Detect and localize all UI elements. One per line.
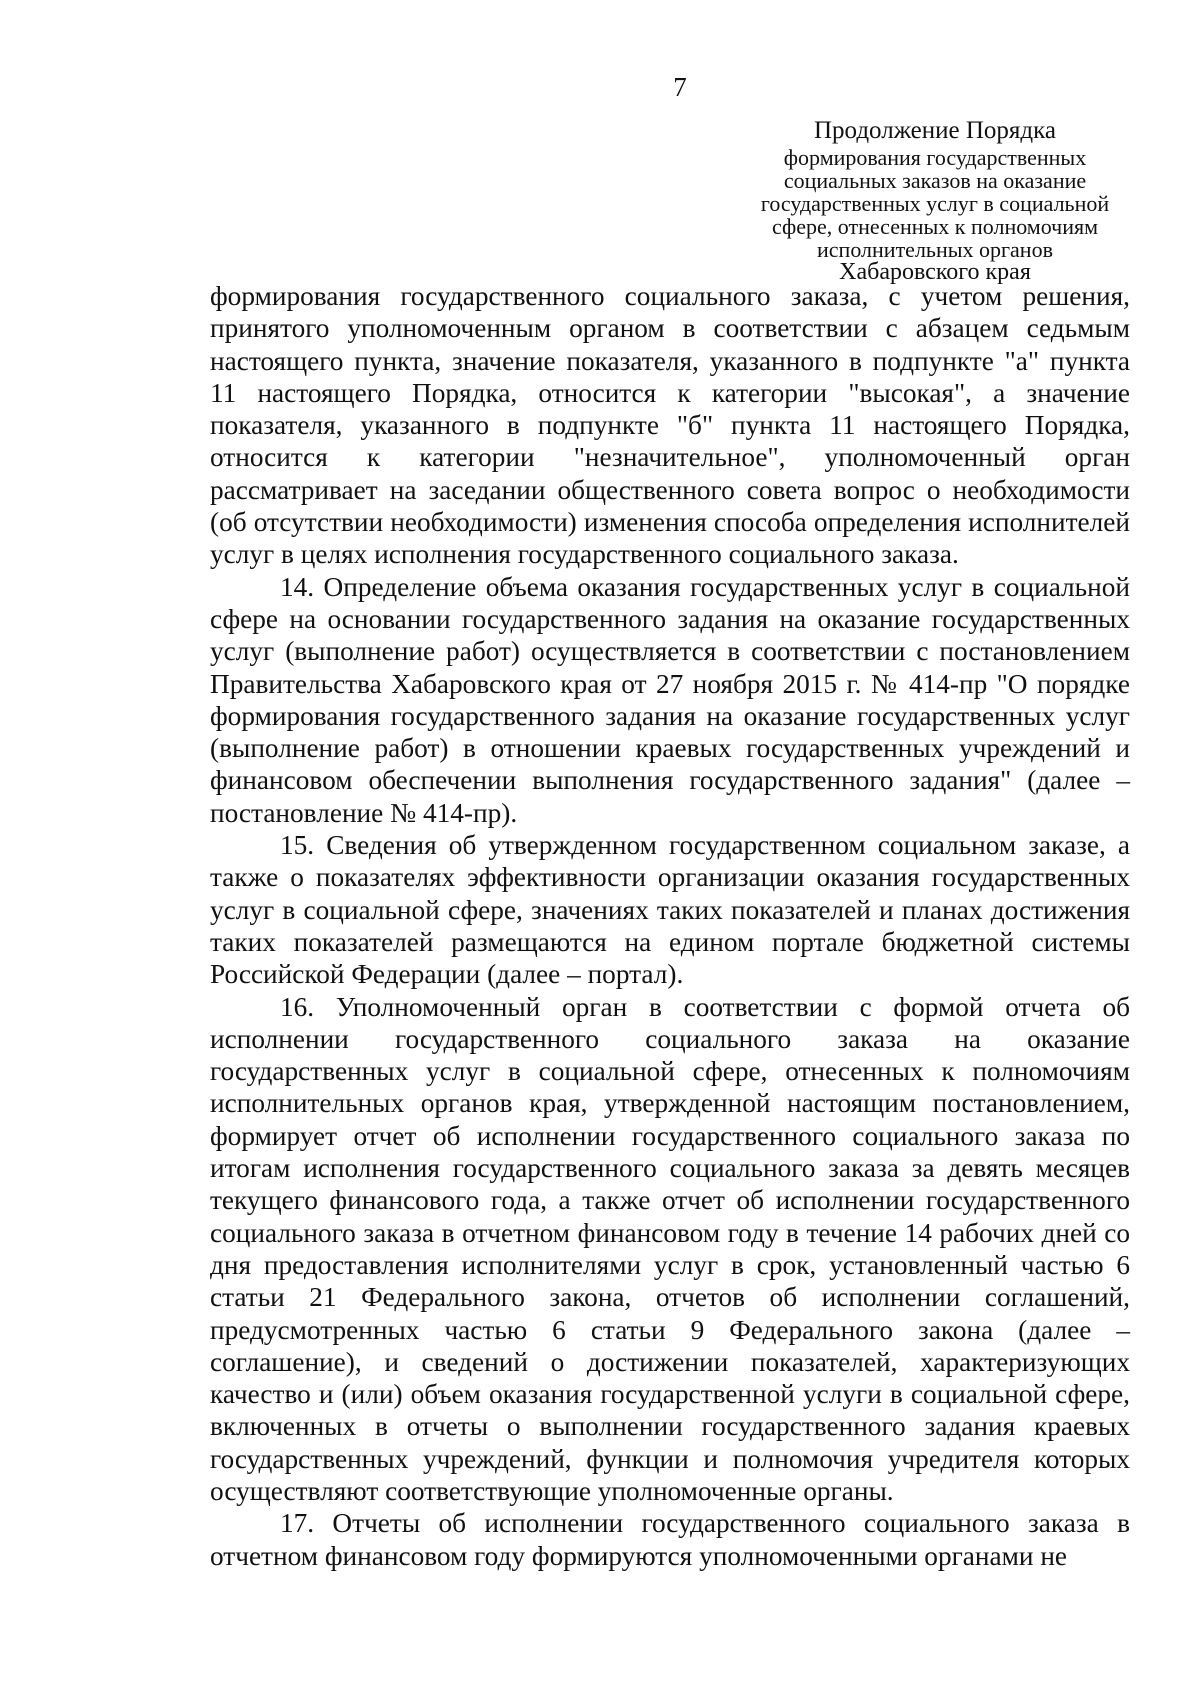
document-header — [730, 118, 1140, 284]
header-title: Продолжение Порядка — [814, 117, 1056, 144]
paragraph-16: 16. Уполномоченный орган в соответствии с формой отчета об исполнении государственного социального заказа на оказание государственных услуг в социальной сфере, отнесенных к полномочиям исполнительных органов края, утвержденной настоящим постановлением, формирует отчет об исполнении государственного социального заказа по итогам исполнения государственного социального заказа за девять месяцев текущего финансового года, а также отчет об исполнении государственного социального заказа в отчетном финансовом году в течение 14 рабочих дней со дня предоставления исполнителями услуг в срок, установленный частью 6 статьи 21 Федерального закона, отчетов об исполнении соглашений, предусмотренных частью 6 статьи 9 Федерального закона (далее – соглашение), и сведений о достижении показателей, характеризующих качество и (или) объем оказания государственной услуги в социальной сфере, включенных в отчеты о выполнении государственного задания краевых государственных учреждений, функции и полномочия учредителя которых осуществляют соответствующие уполномоченные органы. — [210, 991, 1130, 1506]
header-line: Хабаровского края — [839, 259, 1031, 285]
paragraph-17: 17. Отчеты об исполнении государственного социального заказа в отчетном финансовом году формируются уполномоченными органами не — [210, 1508, 1130, 1571]
header-line: сфере, отнесенных к полномочиям — [771, 214, 1099, 239]
page-number: 7 — [673, 72, 687, 102]
paragraph-14: 14. Определение объема оказания государственных услуг в социальной сфере на основании государственного задания на оказание государственных услуг (выполнение работ) осуществляется в соответствии с постановлением Правительства Хабаровского края от 27 ноября 2015 г. № 414-пр "О порядке формирования государственного задания на оказание государственных услуг (выполнение работ) в отношении краевых государственных учреждений и финансовом обеспечении выполнения государственного задания" (далее – постановление № 414-пр). — [210, 571, 1130, 828]
paragraph-15: 15. Сведения об утвержденном государственном социальном заказе, а также о показателях эффективности организации оказания государственных услуг в социальной сфере, значениях таких показателей и планах достижения таких показателей размещаются на едином портале бюджетной системы Российской Федерации (далее – портал). — [210, 830, 1130, 990]
header-line: социальных заказов на оказание — [783, 168, 1087, 193]
document-body — [210, 280, 1130, 1572]
header-line: исполнительных органов — [817, 237, 1053, 262]
paragraph-continuation: формирования государственного социального заказа, с учетом решения, принятого уполномоченным органом в соответствии с абзацем седьмым настоящего пункта, значение показателя, указанного в подпункте "а" пункта 11 настоящего Порядка, относится к категории "высокая", а значение показателя, указанного в подпункте "б" пункта 11 настоящего Порядка, относится к категории "незначительное", уполномоченный орган рассматривает на заседании общественного совета вопрос о необходимости (об отсутствии необходимости) изменения способа определения исполнителей услуг в целях исполнения государственного социального заказа. — [210, 281, 1130, 570]
header-line: формирования государственных — [783, 145, 1087, 170]
header-line: государственных услуг в социальной — [760, 191, 1110, 216]
